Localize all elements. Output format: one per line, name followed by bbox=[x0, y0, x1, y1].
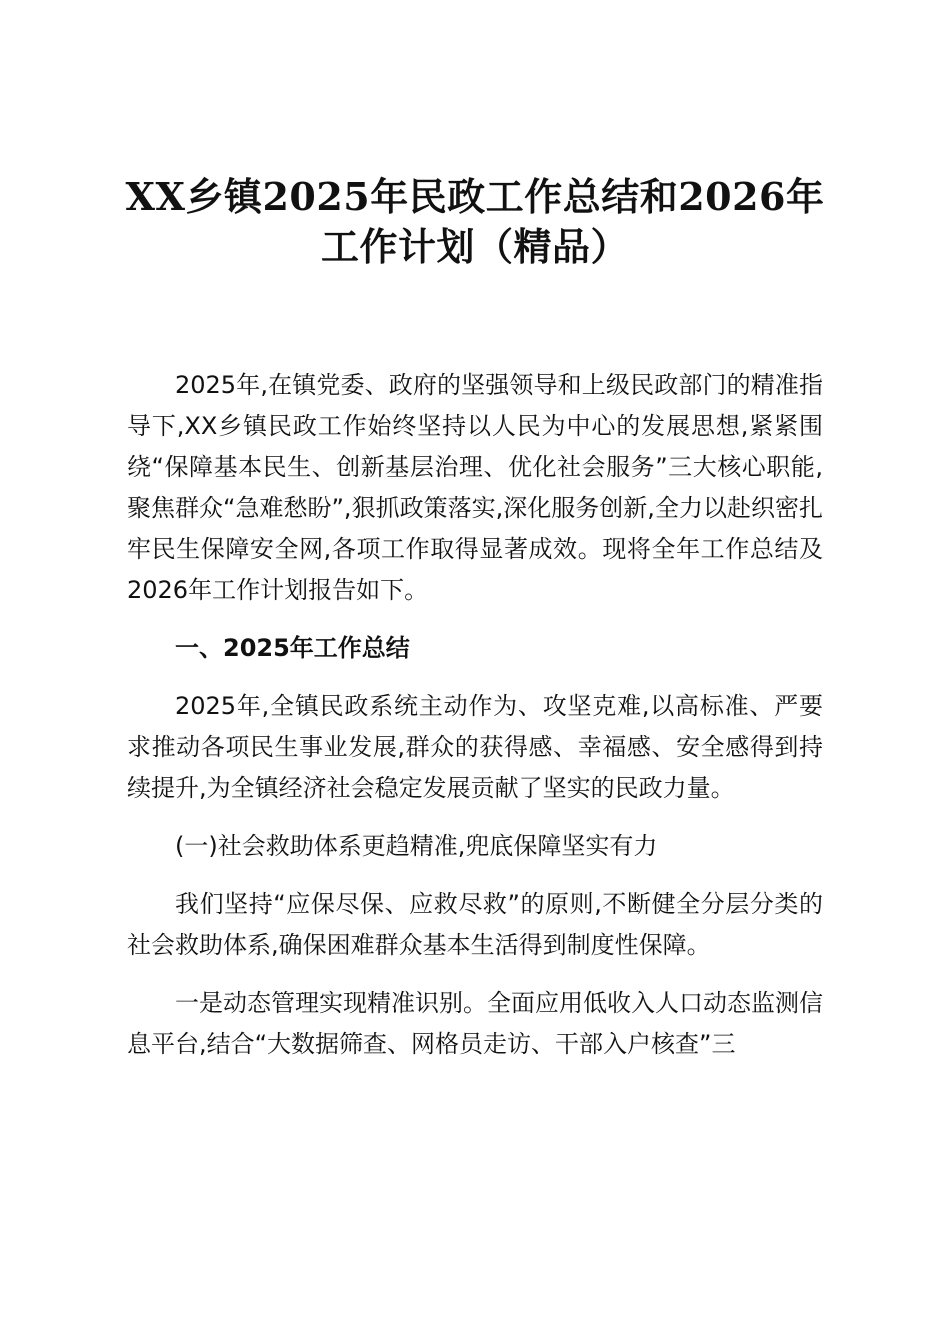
dynamic-management-paragraph: 一是动态管理实现精准识别。全面应用低收入人口动态监测信息平台,结合“大数据筛查、网格员走访、干部入户核查”三 bbox=[127, 989, 823, 1058]
social-assistance-paragraph: 我们坚持“应保尽保、应救尽救”的原则,不断健全分层分类的社会救助体系,确保困难群众基本生活得到制度性保障。 bbox=[127, 890, 823, 959]
section-heading-summary: 一、2025年工作总结 bbox=[175, 634, 410, 662]
document-title: XX乡镇2025年民政工作总结和2026年工作计划（精品） bbox=[125, 174, 825, 269]
intro-paragraph: 2025年,在镇党委、政府的坚强领导和上级民政部门的精准指导下,XX乡镇民政工作始终坚持以人民为中心的发展思想,紧紧围绕“保障基本民生、创新基层治理、优化社会服务”三大核心职能,聚焦群众“急难愁盼”,狠抓政策落实,深化服务创新,全力以赴织密扎牢民生保障安全网,各项工作取得显著成效。现将全年工作总结及2026年工作计划报告如下。 bbox=[127, 371, 823, 604]
document-body bbox=[127, 365, 823, 1082]
summary-paragraph: 2025年,全镇民政系统主动作为、攻坚克难,以高标准、严要求推动各项民生事业发展,群众的获得感、幸福感、安全感得到持续提升,为全镇经济社会稳定发展贡献了坚实的民政力量。 bbox=[127, 692, 823, 802]
subsection-heading-social-assistance: (一)社会救助体系更趋精准,兜底保障坚实有力 bbox=[175, 832, 658, 860]
